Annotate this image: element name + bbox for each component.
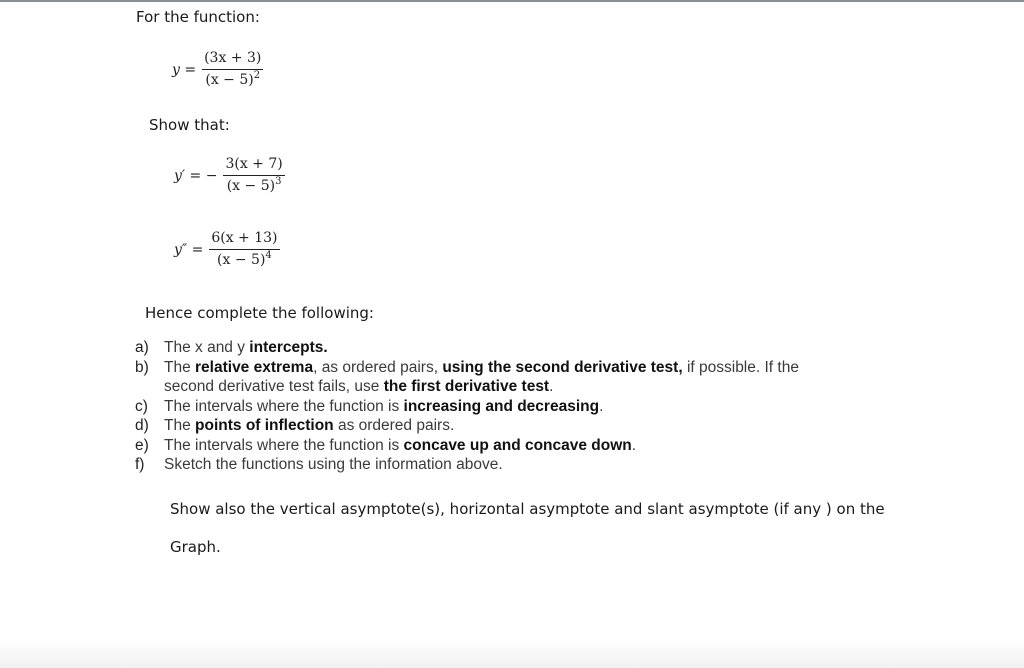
- function-denominator-exponent: 2: [253, 70, 261, 81]
- footer-line-2: Graph.: [170, 538, 221, 556]
- item-text: as ordered pairs.: [333, 417, 455, 434]
- item-text: The: [164, 358, 196, 376]
- item-text: .: [631, 436, 637, 454]
- function-equation: [172, 50, 263, 89]
- item-bold-text: points of inflection: [195, 417, 334, 434]
- intro-text: For the function:: [136, 8, 260, 26]
- list-marker: c): [135, 397, 148, 415]
- first-derivative-denominator-exponent: 3: [275, 176, 282, 187]
- function-numerator: (3x + 3): [202, 50, 263, 70]
- first-derivative-equation: [174, 156, 285, 195]
- second-derivative-lhs: y″ =: [174, 241, 204, 258]
- item-text: The: [164, 417, 196, 434]
- list-item: [135, 338, 895, 358]
- list-marker: b): [135, 358, 149, 376]
- second-derivative-equation: [174, 230, 280, 269]
- item-bold-text: using the second derivative test,: [442, 358, 683, 376]
- item-text: second derivative test fails, use: [164, 378, 384, 395]
- bottom-shade: [0, 640, 1024, 668]
- first-derivative-numerator: 3(x + 7): [223, 156, 284, 176]
- item-text: .: [549, 378, 554, 395]
- list-marker: e): [135, 436, 149, 454]
- item-text: The intervals where the function is: [164, 436, 404, 454]
- list-item: [135, 455, 895, 475]
- item-text: Sketch the functions using the information above.: [164, 456, 503, 473]
- footer-line-1: Show also the vertical asymptote(s), horizontal asymptote and slant asymptote (if any ) on the: [170, 500, 885, 518]
- document-page: [2, 2, 1022, 668]
- item-bold-text: relative extrema: [195, 358, 314, 376]
- item-bold-text: concave up and concave down: [403, 436, 632, 454]
- item-text: , as ordered pairs,: [313, 358, 443, 376]
- list-item: [135, 436, 895, 456]
- first-derivative-lhs: y′ = −: [174, 167, 218, 184]
- hence-text: Hence complete the following:: [145, 304, 374, 322]
- list-marker: d): [135, 417, 149, 434]
- list-marker: f): [135, 456, 145, 473]
- item-text: The x and y: [164, 339, 250, 356]
- function-lhs: y =: [172, 61, 197, 78]
- item-text: if possible. If the: [682, 358, 799, 376]
- item-bold-text: increasing and decreasing: [403, 397, 600, 415]
- task-list: [135, 338, 895, 475]
- show-that-text: Show that:: [149, 116, 230, 134]
- item-text: The intervals where the function is: [164, 397, 404, 415]
- list-item: [135, 397, 895, 417]
- first-derivative-denominator: (x − 5): [226, 178, 276, 194]
- item-text: .: [599, 397, 604, 415]
- list-item: [135, 416, 895, 436]
- item-bold-text: intercepts.: [249, 339, 328, 356]
- second-derivative-denominator: (x − 5): [217, 252, 266, 268]
- list-marker: a): [135, 339, 149, 356]
- function-denominator: (x − 5): [205, 72, 254, 88]
- item-bold-text: the first derivative test: [383, 378, 550, 395]
- second-derivative-numerator: 6(x + 13): [209, 230, 279, 250]
- list-item: [135, 358, 895, 397]
- second-derivative-denominator-exponent: 4: [265, 250, 272, 261]
